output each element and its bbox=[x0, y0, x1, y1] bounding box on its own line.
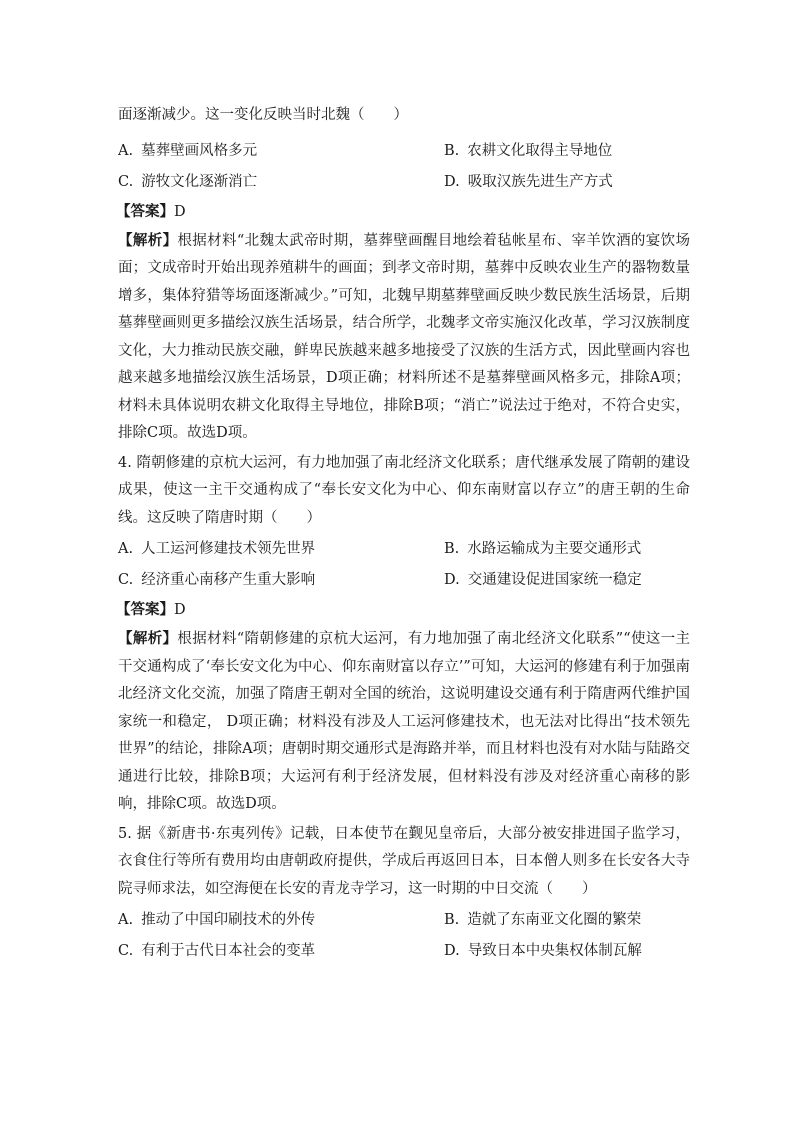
question-4-answer: 【答案】D bbox=[116, 601, 186, 618]
option-b: B. 造就了东南亚文化圈的繁荣 bbox=[444, 912, 642, 928]
question-4-options-row-1 bbox=[118, 532, 690, 563]
document-page bbox=[118, 102, 690, 965]
question-3-options-row-1 bbox=[118, 134, 690, 165]
option-a: A. 推动了中国印刷技术的外传 bbox=[118, 912, 316, 928]
question-3-answer: 【答案】D bbox=[116, 202, 186, 220]
option-b: B. 水路运输成为主要交通形式 bbox=[444, 541, 642, 557]
option-a: A. 墓葬壁画风格多元 bbox=[118, 142, 258, 159]
option-c: C. 经济重心南移产生重大影响 bbox=[118, 572, 316, 588]
option-c: C. 有利于古代日本社会的变革 bbox=[118, 943, 316, 959]
question-5-options-row-2 bbox=[118, 934, 690, 965]
option-a: A. 人工运河修建技术领先世界 bbox=[118, 541, 316, 557]
option-d: D. 导致日本中央集权体制瓦解 bbox=[444, 943, 642, 959]
question-3-stem-tail: 面逐渐减少。这一变化反映当时北魏（ ） bbox=[118, 107, 408, 123]
question-4-analysis: 【解析】根据材料“隋朝修建的京杭大运河，有力地加强了南北经济文化联系”“使这一主干交通构成了‘奉长安文化为中心、仰东南财富以存立’”可知，大运河的修建有利于加强南北经济文化交流，加强了隋唐王朝对全国的统治，这说明建设交通有利于隋唐两代维护国家统一和稳定， D项正确；材料没有涉及人工运河修建技术，也无法对比得出“技术领先世界”的结论，排除A项；唐朝时期交通形式是海路并举，而且材料也没有对水陆与陆路交通进行比较，排除B项；大运河有利于经济发展，但材料没有涉及对经济重心南移的影响，排除C项。故选D项。 bbox=[118, 630, 690, 812]
option-d: D. 交通建设促进国家统一稳定 bbox=[444, 572, 642, 588]
question-4-options-row-2 bbox=[118, 563, 690, 594]
option-c: C. 游牧文化逐渐消亡 bbox=[118, 173, 258, 190]
question-4-stem: 4. 隋朝修建的京杭大运河，有力地加强了南北经济文化联系；唐代继承发展了隋朝的建设成果，使这一主干交通构成了“奉长安文化为中心、仰东南财富以存立”的唐王朝的生命线。这反映了隋唐时期（ ） bbox=[118, 454, 690, 526]
question-5-stem: 5. 据《新唐书·东夷列传》记载，日本使节在觐见皇帝后，大部分被安排进国子监学习，衣食住行等所有费用均由唐朝政府提供，学成后再返回日本，日本僧人则多在长安各大寺院寻师求法，如空海便在长安的青龙寺学习，这一时期的中日交流（ ） bbox=[118, 825, 690, 897]
option-b: B. 农耕文化取得主导地位 bbox=[444, 142, 613, 159]
option-d: D. 吸取汉族先进生产方式 bbox=[444, 173, 613, 190]
question-5-options-row-1 bbox=[118, 903, 690, 934]
question-3-options-row-2 bbox=[118, 165, 690, 196]
question-3-analysis: 【解析】根据材料“北魏太武帝时期，墓葬壁画醒目地绘着毡帐星布、宰羊饮酒的宴饮场面；文成帝时开始出现养殖耕牛的画面；到孝文帝时期，墓葬中反映农业生产的器物数量增多，集体狩猎等场面逐渐减少。”可知，北魏早期墓葬壁画反映少数民族生活场景，后期墓葬壁画则更多描绘汉族生活场景，结合所学，北魏孝文帝实施汉化改革，学习汉族制度文化，大力推动民族交融，鲜卑民族越来越多地接受了汉族的生活方式，因此壁画内容也越来越多地描绘汉族生活场景，D项正确；材料所述不是墓葬壁画风格多元，排除A项；材料未具体说明农耕文化取得主导地位，排除B项；“消亡”说法过于绝对，不符合史实，排除C项。故选D项。 bbox=[118, 231, 690, 441]
